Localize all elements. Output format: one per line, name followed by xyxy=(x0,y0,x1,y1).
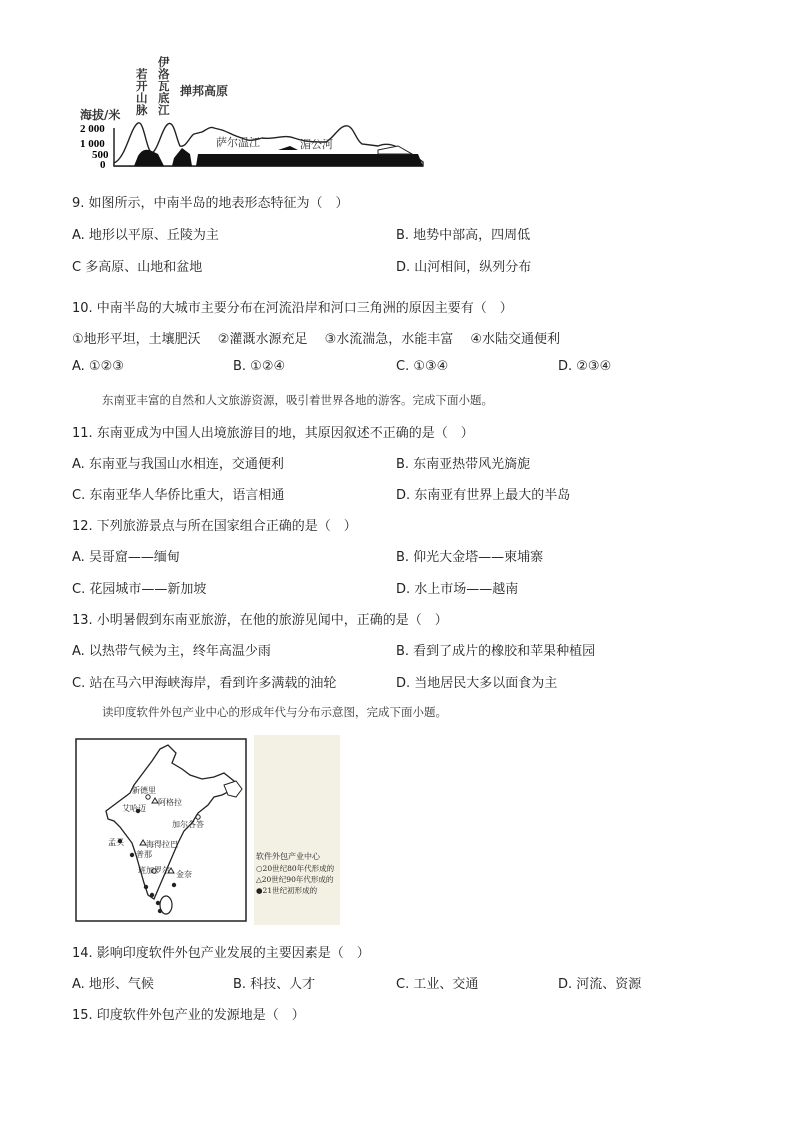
terrain-dark-fill xyxy=(196,154,423,166)
q10-items: ①地形平坦，土壤肥沃 ②灌溉水源充足 ③水流湍急，水能丰富 ④水陆交通便利 xyxy=(72,332,561,347)
y-tick-1000: 1 000 xyxy=(80,138,105,150)
q9-option-b[interactable]: B. 地势中部高，四周低 xyxy=(396,228,531,243)
marker-dot xyxy=(172,883,176,887)
q10-option-c[interactable]: C. ①③④ xyxy=(396,359,449,374)
city-mengmai: 孟买 xyxy=(108,838,124,847)
q13-option-a[interactable]: A. 以热带气候为主，终年高温少雨 xyxy=(72,644,271,659)
terrain-profile-figure xyxy=(78,55,428,170)
q14-stem: 14. 影响印度软件外包产业发展的主要因素是（ ） xyxy=(72,946,370,961)
q9-option-a[interactable]: A. 地形以平原、丘陵为主 xyxy=(72,228,219,243)
intro-india-software: 读印度软件外包产业中心的形成年代与分布示意图，完成下面小题。 xyxy=(102,705,447,719)
q14-option-a[interactable]: A. 地形、气候 xyxy=(72,977,154,992)
legend-background xyxy=(254,735,340,925)
q10-option-a[interactable]: A. ①②③ xyxy=(72,359,124,374)
q12-option-b[interactable]: B. 仰光大金塔——柬埔寨 xyxy=(396,550,544,565)
marker-dot xyxy=(150,893,154,897)
city-aihemo: 艾哈迈 xyxy=(122,804,146,813)
terrain-profile-svg xyxy=(78,55,428,170)
y-tick-500: 500 xyxy=(92,149,109,161)
q14-option-c[interactable]: C. 工业、交通 xyxy=(396,977,479,992)
label-ruokai: 若开山脉 xyxy=(136,67,148,117)
india-map-figure xyxy=(74,735,340,925)
y-tick-2000: 2 000 xyxy=(80,123,105,135)
city-haideraba: 海得拉巴 xyxy=(146,840,178,849)
marker-dot xyxy=(156,901,160,905)
intro-southeast-asia: 东南亚丰富的自然和人文旅游资源，吸引着世界各地的游客。完成下面小题。 xyxy=(102,393,493,407)
q13-option-d[interactable]: D. 当地居民大多以面食为主 xyxy=(396,676,558,691)
label-meigong: 湄公河 xyxy=(300,138,333,151)
y-tick-0: 0 xyxy=(100,159,106,170)
q11-option-b[interactable]: B. 东南亚热带风光旖旎 xyxy=(396,457,531,472)
q10-option-d[interactable]: D. ②③④ xyxy=(558,359,612,374)
q13-option-c[interactable]: C. 站在马六甲海峡海岸，看到许多满载的油轮 xyxy=(72,676,337,691)
city-bangalore: 班加罗尔 xyxy=(138,866,170,875)
q11-option-d[interactable]: D. 东南亚有世界上最大的半岛 xyxy=(396,488,571,503)
q10-option-b[interactable]: B. ①②④ xyxy=(233,359,286,374)
legend-item-90s: △20世纪90年代形成的 xyxy=(256,875,334,884)
q9-option-d[interactable]: D. 山河相间，纵列分布 xyxy=(396,260,532,275)
q13-stem: 13. 小明暑假到东南亚旅游，在他的旅游见闻中，正确的是（ ） xyxy=(72,613,448,628)
q14-option-d[interactable]: D. 河流、资源 xyxy=(558,977,642,992)
city-jiaerge: 加尔各答 xyxy=(172,820,204,829)
q11-option-c[interactable]: C. 东南亚华人华侨比重大，语言相通 xyxy=(72,488,285,503)
marker-dot xyxy=(130,853,134,857)
q11-stem: 11. 东南亚成为中国人出境旅游目的地，其原因叙述不正确的是（ ） xyxy=(72,426,474,441)
marker-dot xyxy=(158,909,162,913)
profile-ylabel: 海拔/米 xyxy=(80,108,121,122)
city-xindeli: 新德里 xyxy=(132,786,156,795)
city-alahabad: 阿格拉 xyxy=(158,798,182,807)
q15-stem: 15. 印度软件外包产业的发源地是（ ） xyxy=(72,1008,305,1023)
legend-item-21c: ●21世纪初形成的 xyxy=(256,886,318,895)
q12-option-d[interactable]: D. 水上市场——越南 xyxy=(396,582,519,597)
q13-option-b[interactable]: B. 看到了成片的橡胶和苹果种植园 xyxy=(396,644,596,659)
q11-option-a[interactable]: A. 东南亚与我国山水相连，交通便利 xyxy=(72,457,284,472)
label-saerwen: 萨尔温江 xyxy=(216,136,260,149)
legend-item-80s: ○20世纪80年代形成的 xyxy=(256,864,335,873)
india-map-svg xyxy=(74,735,340,925)
q9-option-c[interactable]: C 多高原、山地和盆地 xyxy=(72,260,203,275)
label-dengbang: 掸邦高原 xyxy=(180,84,229,98)
city-puna: 普那 xyxy=(136,850,152,859)
q12-stem: 12. 下列旅游景点与所在国家组合正确的是（ ） xyxy=(72,519,357,534)
q12-option-a[interactable]: A. 吴哥窟——缅甸 xyxy=(72,550,180,565)
city-jinnai: 金奈 xyxy=(176,870,192,879)
q9-stem: 9. 如图所示，中南半岛的地表形态特征为（ ） xyxy=(72,196,349,211)
q14-option-b[interactable]: B. 科技、人才 xyxy=(233,977,316,992)
q12-option-c[interactable]: C. 花园城市——新加坡 xyxy=(72,582,207,597)
q10-stem: 10. 中南半岛的大城市主要分布在河流沿岸和河口三角洲的原因主要有（ ） xyxy=(72,301,513,316)
label-yiluowadi: 伊洛瓦底江 xyxy=(158,55,170,117)
legend-title: 软件外包产业中心 xyxy=(256,852,320,861)
marker-dot xyxy=(144,885,148,889)
